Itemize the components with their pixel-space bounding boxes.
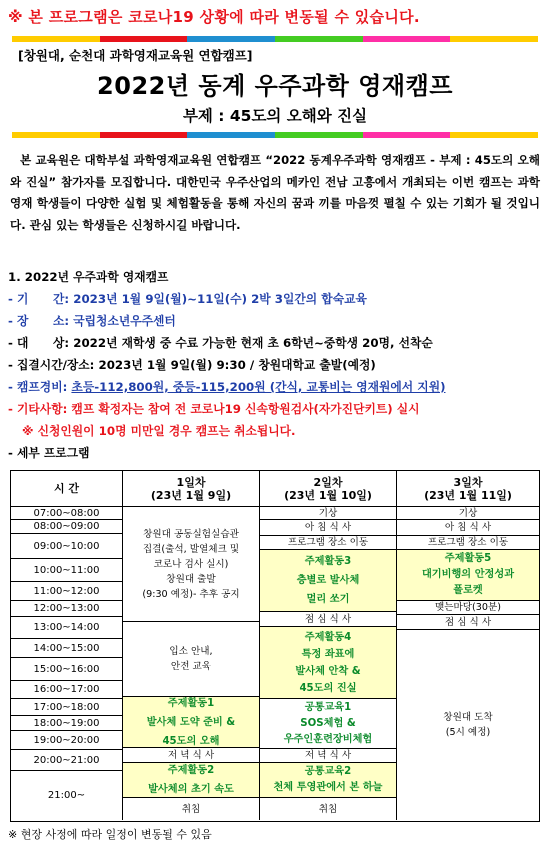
stripe-segment — [187, 132, 275, 138]
camp-info — [8, 266, 544, 464]
target-label: - 대 상: — [8, 336, 74, 350]
decorative-stripe-bottom — [12, 132, 538, 138]
day3-theme5: 주제활동5 대기비행의 안정성과 폴로켓 — [397, 550, 539, 601]
fee-row — [8, 376, 544, 398]
time-header: 시 간 — [11, 471, 123, 507]
target-row — [8, 332, 544, 354]
day2-breakfast: 아 침 식 사 — [260, 520, 397, 536]
time-slot: 19:00~20:00 — [11, 731, 123, 750]
day2-theme3: 주제활동3 층별로 발사체 멀리 쏘기 — [260, 550, 397, 612]
stripe-segment — [12, 132, 100, 138]
etc-value: 캠프 확정자는 참여 전 코로나19 신속항원검사(자가진단키트) 실시 — [71, 402, 420, 416]
etc-row — [8, 398, 544, 420]
decorative-stripe-top — [12, 36, 538, 42]
stripe-segment — [450, 132, 538, 138]
place-value: 국립청소년우주센터 — [73, 314, 176, 328]
cancel-note: ※ 신청인원이 10명 미만일 경우 캠프는 취소됩니다. — [22, 424, 296, 438]
schedule-table — [10, 470, 540, 822]
day2-wake: 기상 — [260, 507, 397, 520]
day2-header: 2일차 (23년 1월 10일) — [260, 471, 397, 507]
time-slot: 08:00~09:00 — [11, 520, 123, 534]
detail-label: - 세부 프로그램 — [8, 446, 90, 460]
day1-rest: 취침 — [123, 798, 260, 820]
day2-move: 프로그램 장소 이동 — [260, 536, 397, 550]
time-slot: 18:00~19:00 — [11, 716, 123, 731]
day3-lunch: 점 심 식 사 — [397, 615, 539, 630]
org-label: [창원대, 순천대 과학영재교육원 연합캠프] — [18, 48, 253, 63]
day3-header: 3일차 (23년 1월 11일) — [397, 471, 539, 507]
stripe-segment — [100, 36, 188, 42]
day3-breakfast: 아 침 식 사 — [397, 520, 539, 536]
day1-afternoon: 입소 안내, 안전 교육 — [123, 622, 260, 697]
day3-move: 프로그램 장소 이동 — [397, 536, 539, 550]
day2-edu2: 공통교육2 천체 투영관에서 본 하늘 — [260, 763, 397, 798]
target-value: 2022년 재학생 중 수료 가능한 현재 초 6학년~중학생 20명, 선착순 — [73, 336, 433, 350]
period-label: - 기 간: — [8, 292, 74, 306]
stripe-segment — [363, 36, 451, 42]
stripe-segment — [275, 36, 363, 42]
gather-label: - 집결시간/장소: — [8, 358, 99, 372]
place-row — [8, 310, 544, 332]
gather-row — [8, 354, 544, 376]
stripe-segment — [187, 36, 275, 42]
day1-theme1: 주제활동1 발사체 도약 준비 & 45도의 오해 — [123, 697, 260, 748]
fee-value: 초등-112,800원, 중등-115,200원 (간식, 교통비는 영재원에서 지원) — [71, 380, 446, 394]
time-slot: 10:00~11:00 — [11, 559, 123, 582]
time-slot: 12:00~13:00 — [11, 601, 123, 617]
etc-label: - 기타사항: — [8, 402, 72, 416]
stripe-segment — [363, 132, 451, 138]
day3-wake: 기상 — [397, 507, 539, 520]
stripe-segment — [450, 36, 538, 42]
day2-dinner: 저 녁 식 사 — [260, 749, 397, 763]
time-slot: 21:00~ — [11, 771, 123, 820]
place-label: - 장 소: — [8, 314, 74, 328]
day1-morning: 창원대 공동실험실습관 집결(출석, 발열체크 및 코로나 검사 실시) 창원대 출발 (9:30 예정)- 추후 공지 — [123, 507, 260, 622]
day1-theme2: 주제활동2 발사체의 초기 속도 — [123, 763, 260, 798]
day3-closing: 맺는마당(30분) — [397, 601, 539, 615]
day2-edu1: 공통교육1 SOS체험 & 우주인훈련장비체험 — [260, 699, 397, 749]
day3-arrive: 창원대 도착 (5시 예정) — [443, 712, 493, 738]
time-slot: 16:00~17:00 — [11, 681, 123, 699]
section-title: 1. 2022년 우주과학 영재캠프 — [8, 270, 169, 284]
day1-header: 1일차 (23년 1월 9일) — [123, 471, 260, 507]
page-subtitle: 부제 : 45도의 오해와 진실 — [182, 107, 368, 125]
page-title: 2022년 동계 우주과학 영재캠프 — [97, 72, 453, 100]
time-slot: 13:00~14:00 — [11, 617, 123, 639]
time-slot: 17:00~18:00 — [11, 699, 123, 716]
day2-lunch: 점 심 식 사 — [260, 612, 397, 627]
time-slot: 15:00~16:00 — [11, 658, 123, 681]
stripe-segment — [12, 36, 100, 42]
day2-theme4: 주제활동4 특정 좌표에 발사체 안착 & 45도의 진실 — [260, 627, 397, 699]
time-slot: 11:00~12:00 — [11, 582, 123, 601]
time-slot: 20:00~21:00 — [11, 750, 123, 771]
time-slot: 09:00~10:00 — [11, 534, 123, 559]
intro-paragraph: 본 교육원은 대학부설 과학영재교육원 연합캠프 “2022 동계우주과학 영재캠프 - 부제 : 45도의 오해와 진실” 참가자를 모집합니다. 대한민국 우주산업의 메카인 전남 고흥에서 개최되는 이번 캠프는 과학영재 학생들이 다양한 실험 및 체험활동을 통해 자신의 꿈과 끼를 마음껏 펼칠 수 있는 기회가 될 것입니다. 관심 있는 학생들은 신청하시길 바랍니다. — [10, 153, 540, 232]
fee-label: - 캠프경비: — [8, 380, 72, 394]
stripe-segment — [100, 132, 188, 138]
gather-value: 2023년 1월 9일(월) 9:30 / 창원대학교 출발(예정) — [98, 358, 376, 372]
stripe-segment — [275, 132, 363, 138]
period-row — [8, 288, 544, 310]
day1-dinner: 저 녁 식 사 — [123, 748, 260, 763]
notice-banner: ※ 본 프로그램은 코로나19 상황에 따라 변동될 수 있습니다. — [8, 8, 420, 26]
period-value: 2023년 1월 9일(월)~11일(수) 2박 3일간의 합숙교육 — [73, 292, 367, 306]
time-slot: 07:00~08:00 — [11, 507, 123, 520]
day2-rest: 취침 — [260, 798, 397, 820]
footnote: ※ 현장 사정에 따라 일정이 변동될 수 있음 — [8, 828, 212, 841]
time-slot: 14:00~15:00 — [11, 639, 123, 658]
